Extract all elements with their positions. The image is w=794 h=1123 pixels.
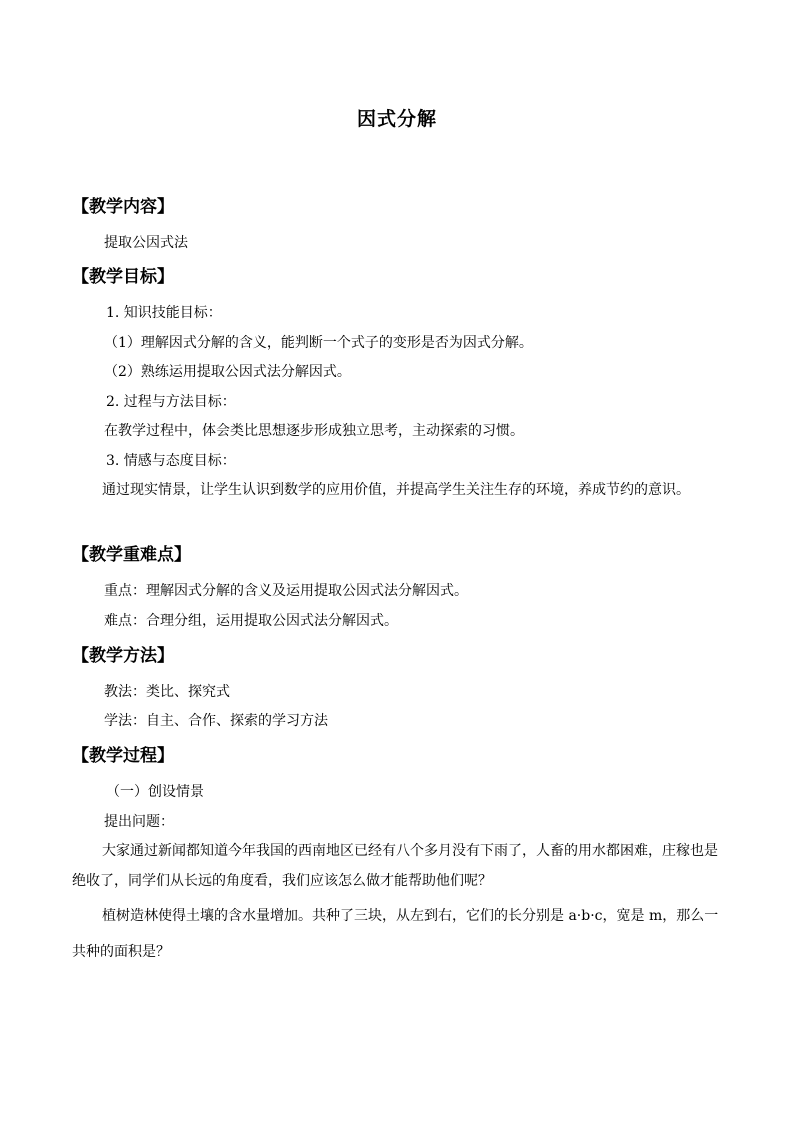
goal1-title: 1. 知识技能目标： — [106, 305, 222, 321]
difficult-point: 难点：合理分组，运用提取公因式法分解因式。 — [104, 613, 398, 629]
process-step1: （一）创设情景 — [106, 784, 204, 800]
goal2-title: 2. 过程与方法目标： — [106, 394, 236, 410]
document-title: 因式分解 — [356, 108, 437, 130]
goal3-text: 通过现实情景，让学生认识到数学的应用价值，并提高学生关注生存的环境，养成节约的意识。 — [102, 482, 690, 498]
section-heading-process: 【教学过程】 — [72, 746, 174, 766]
section-heading-content: 【教学内容】 — [72, 197, 174, 217]
learning-method: 学法：自主、合作、探索的学习方法 — [104, 713, 328, 729]
goal1-item2: （2）熟练运用提取公因式法分解因式。 — [104, 364, 351, 380]
content-text: 提取公因式法 — [104, 235, 188, 251]
section-heading-key-points: 【教学重难点】 — [72, 545, 191, 565]
teaching-method: 教法：类比、探究式 — [104, 684, 230, 700]
section-heading-goals: 【教学目标】 — [72, 267, 174, 287]
question-label: 提出问题： — [104, 814, 174, 830]
goal2-text: 在教学过程中，体会类比思想逐步形成独立思考，主动探索的习惯。 — [104, 423, 524, 439]
key-point: 重点：理解因式分解的含义及运用提取公因式法分解因式。 — [104, 583, 468, 599]
goal1-item1: （1）理解因式分解的含义，能判断一个式子的变形是否为因式分解。 — [104, 335, 533, 351]
process-para1: 大家通过新闻都知道今年我国的西南地区已经有八个多月没有下雨了，人畜的用水都困难，庄稼也是绝收了，同学们从长远的角度看，我们应该怎么做才能帮助他们呢？ — [72, 843, 718, 889]
goal3-title: 3. 情感与态度目标： — [106, 453, 236, 469]
section-heading-methods: 【教学方法】 — [72, 646, 174, 666]
process-para2: 植树造林使得土壤的含水量增加。共种了三块，从左到右，它们的长分别是 a·b·c，宽是 m，那么一共种的面积是？ — [72, 908, 719, 960]
